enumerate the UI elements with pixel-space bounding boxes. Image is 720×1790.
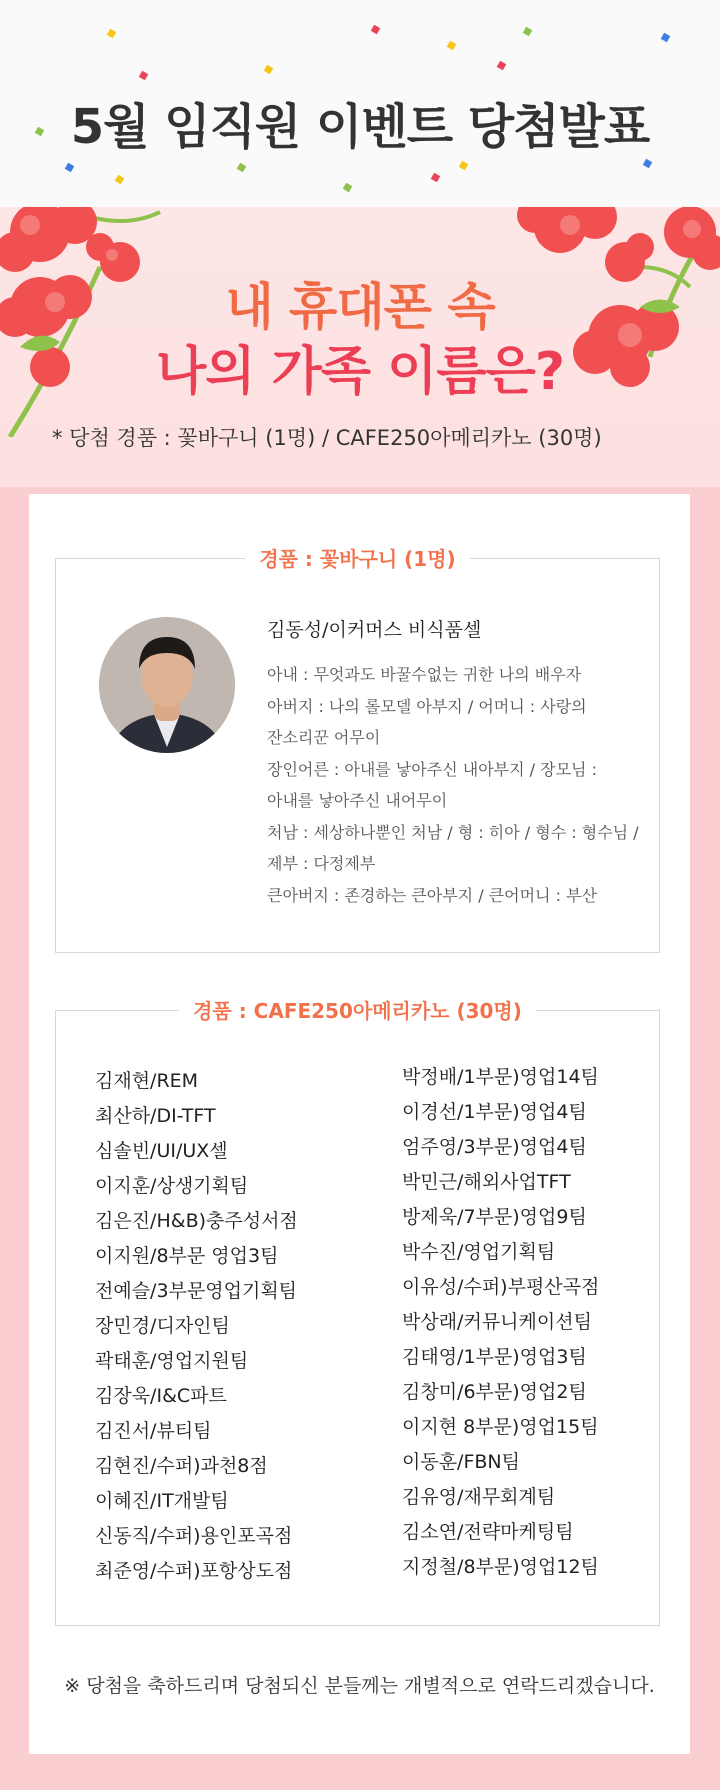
coffee-prize-box [55,999,660,1626]
grand-prize-title: 경품 : 꽃바구니 (1명) [245,547,469,571]
list-item: 김태영/1부문)영업3팀 [402,1346,587,1368]
list-item: 김은진/H&B)충주성서점 [95,1210,298,1232]
winner-portrait-icon [99,617,235,753]
list-item: 지정철/8부문)영업12팀 [402,1556,599,1578]
list-item: 이혜진/IT개발팀 [95,1490,229,1512]
list-item: 이지원/8부문 영업3팀 [95,1245,279,1267]
confetti-decoration [107,29,117,39]
list-item: 김소연/전략마케팅팀 [402,1521,574,1543]
contact-notice: ※ 당첨을 축하드리며 당첨되신 분들께는 개별적으로 연락드리겠습니다. [64,1675,655,1697]
winner-photo [99,617,235,753]
list-item: 엄주영/3부문)영업4팀 [402,1136,587,1158]
entry-line: 큰아버지 : 존경하는 큰아부지 / 큰어머니 : 부산 [267,885,597,905]
confetti-decoration [497,61,507,71]
confetti-decoration [523,27,533,37]
list-item: 박수진/영업기획팀 [402,1241,556,1263]
page-title: 5월 임직원 이벤트 당첨발표 [70,99,650,155]
grand-prize-box [55,547,660,953]
list-item: 최준영/수퍼)포항상도점 [95,1560,293,1582]
list-item: 방제욱/7부문)영업9팀 [402,1206,587,1228]
list-item: 김재현/REM [95,1070,199,1092]
list-item: 이지훈/상생기획팀 [95,1175,249,1197]
confetti-decoration [139,71,149,81]
list-item: 박상래/커뮤니케이션팀 [402,1311,592,1333]
confetti-decoration [371,25,381,35]
list-item: 심솔빈/UI/UX셀 [95,1140,228,1162]
winners-card [29,494,690,1754]
list-item: 이유성/수퍼)부평산곡점 [402,1276,600,1298]
list-item: 최산하/DI-TFT [95,1105,216,1127]
list-item: 김장욱/I&C파트 [95,1385,227,1407]
list-item: 이경선/1부문)영업4팀 [402,1101,587,1123]
list-item: 김현진/수퍼)과천8점 [95,1455,268,1477]
list-item: 신동직/수퍼)용인포곡점 [95,1525,293,1547]
list-item: 김유영/재무회계팀 [402,1486,556,1508]
list-item: 박민근/해외사업TFT [402,1171,571,1193]
hero-banner [0,207,720,487]
entry-line: 아내를 낳아주신 내어무이 [267,791,448,810]
entry-line: 제부 : 다정제부 [267,854,376,873]
prize-summary-note: * 당첨 경품 : 꽃바구니 (1명) / CAFE250아메리카노 (30명) [52,426,602,450]
header-banner [0,0,720,207]
confetti-decoration [237,163,247,173]
event-question-line2: 나의 가족 이름은? [156,342,564,402]
list-item: 전예슬/3부문영업기획팀 [95,1280,298,1302]
confetti-decoration [643,159,653,169]
coffee-prize-title: 경품 : CAFE250아메리카노 (30명) [179,999,536,1023]
confetti-decoration [447,41,457,51]
entry-line: 아내 : 무엇과도 바꿀수없는 귀한 나의 배우자 [267,665,582,684]
winner-entry-text [267,659,647,911]
confetti-decoration [65,163,75,173]
entry-line: 처남 : 세상하나뿐인 처남 / 형 : 히아 / 형수 : 형수님 / [267,822,639,842]
grand-prize-winner-name: 김동성/이커머스 비식품셀 [267,619,482,641]
list-item: 곽태훈/영업지원팀 [95,1350,249,1372]
confetti-decoration [115,175,125,185]
list-item: 김창미/6부문)영업2팀 [402,1381,587,1403]
event-question-line1: 내 휴대폰 속 [225,278,495,336]
confetti-decoration [661,33,671,43]
winners-list-left [95,1064,298,1589]
entry-line: 장인어른 : 아내를 낳아주신 내아부지 / 장모님 : [267,759,597,779]
confetti-decoration [431,173,441,183]
list-item: 장민경/디자인팀 [95,1315,230,1337]
entry-line: 잔소리꾼 어무이 [267,728,381,747]
list-item: 김진서/뷰티팀 [95,1420,212,1442]
confetti-decoration [264,65,274,75]
confetti-decoration [459,161,469,171]
list-item: 박정배/1부문)영업14팀 [402,1066,599,1088]
list-item: 이동훈/FBN팀 [402,1451,520,1473]
entry-line: 아버지 : 나의 롤모델 아부지 / 어머니 : 사랑의 [267,696,587,716]
winners-list-right [402,1060,599,1585]
confetti-decoration [343,183,353,193]
list-item: 이지현 8부문)영업15팀 [402,1416,599,1438]
